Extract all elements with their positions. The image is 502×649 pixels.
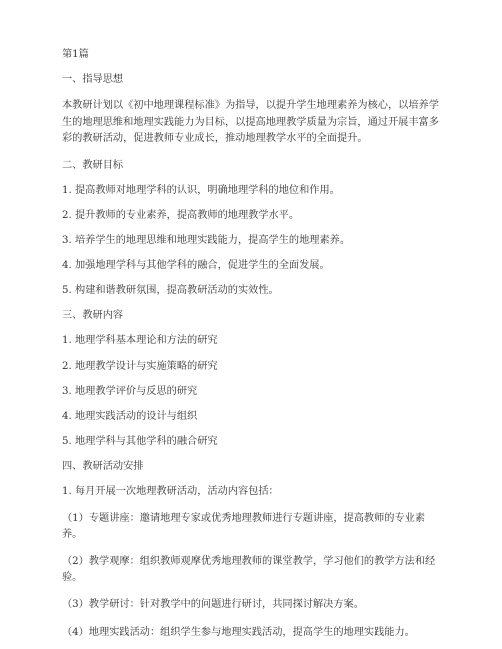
activity-subitem: （1）专题讲座：邀请地理专家或优秀地理教师进行专题讲座，提高教师的专业素养。 — [62, 512, 426, 541]
goal-item: 2. 提升教师的专业素养，提高教师的地理教学水平。 — [62, 209, 300, 221]
goal-item: 1. 提高教师对地理学科的认识，明确地理学科的地位和作用。 — [62, 184, 340, 196]
section-heading-content: 三、教研内容 — [62, 310, 124, 322]
content-item: 2. 地理教学设计与实施策略的研究 — [62, 360, 218, 372]
content-item: 4. 地理实践活动的设计与组织 — [62, 411, 198, 422]
goal-item: 5. 构建和谐教研氛围，提高教研活动的实效性。 — [62, 285, 279, 297]
goal-item: 3. 培养学生的地理思维和地理实践能力，提高学生的地理素养。 — [62, 234, 351, 246]
section-heading-goals: 二、教研目标 — [62, 159, 124, 171]
section-heading-activities: 四、教研活动安排 — [62, 461, 144, 473]
activities-intro: 1. 每月开展一次地理教研活动，活动内容包括： — [62, 486, 279, 498]
content-item: 1. 地理学科基本理论和方法的研究 — [62, 335, 218, 347]
guiding-ideology-paragraph: 本教研计划以《初中地理课程标准》为指导，以提升学生地理素养为核心，以培养学生的地理思维和地理实践能力为目标，以提高地理教学质量为宗旨，通过开展丰富多彩的教研活动，促进教师专业成长，推动地理教学水平的全面提升。 — [62, 100, 439, 144]
content-item: 3. 地理教学评价与反思的研究 — [62, 385, 198, 397]
section-heading-guiding-ideology: 一、指导思想 — [62, 74, 124, 85]
page-label: 第1篇 — [62, 49, 89, 60]
activity-subitem: （4）地理实践活动：组织学生参与地理实践活动，提高学生的地理实践能力。 — [62, 626, 415, 638]
activity-subitem: （3）教学研讨：针对教学中的问题进行研讨，共同探讨解决方案。 — [62, 598, 364, 610]
goal-item: 4. 加强地理学科与其他学科的融合，促进学生的全面发展。 — [62, 260, 330, 272]
activity-subitem: （2）教学观摩：组织教师观摩优秀地理教师的课堂教学，学习他们的教学方法和经验。 — [62, 555, 436, 584]
content-item: 5. 地理学科与其他学科的融合研究 — [62, 436, 218, 448]
